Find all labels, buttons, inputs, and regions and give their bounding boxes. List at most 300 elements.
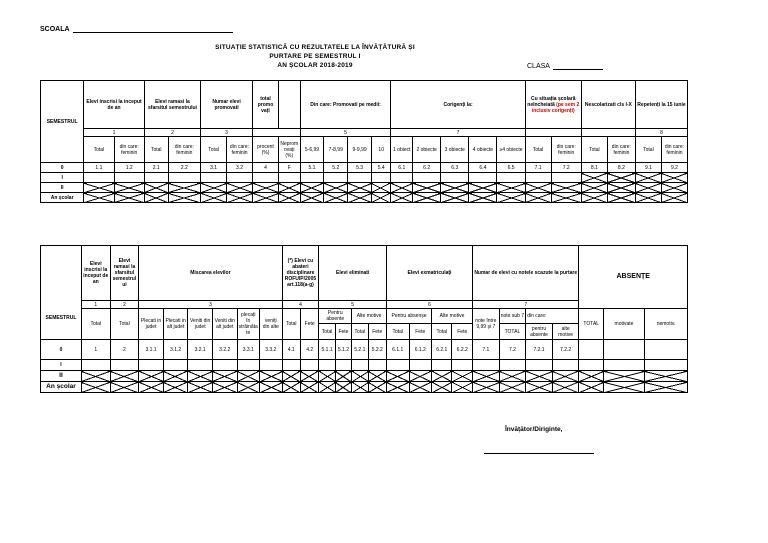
crossed-cell	[607, 193, 635, 203]
table-cell: An școlar	[41, 382, 82, 393]
crossed-cell	[644, 371, 687, 382]
crossed-cell	[282, 371, 300, 382]
crossed-cell	[644, 382, 687, 393]
table-cell: alte motive	[552, 324, 579, 340]
table-row	[41, 382, 688, 393]
crossed-cell	[319, 371, 335, 382]
table-row	[41, 183, 688, 193]
crossed-cell	[260, 382, 283, 393]
not-schooled-header: Nescolarizati cls I-X	[581, 81, 635, 129]
empty-cell[interactable]	[386, 360, 409, 371]
enrolled-header: Elevi inscrisi la inceput de an	[84, 81, 145, 129]
empty-cell[interactable]	[212, 360, 237, 371]
enrolled-header: Elevi inscrisi la inceput de an	[81, 246, 110, 301]
table-cell[interactable]: 4.2	[300, 340, 318, 360]
crossed-cell	[473, 371, 500, 382]
crossed-cell	[409, 382, 432, 393]
crossed-cell	[163, 371, 188, 382]
crossed-cell	[635, 173, 661, 183]
school-name-line[interactable]	[73, 25, 233, 33]
crossed-cell	[473, 382, 500, 393]
table-cell: 2	[110, 301, 139, 309]
table-cell: 9-9,99	[348, 137, 372, 163]
table-cell: ≥4 obiecte	[497, 137, 525, 163]
table-cell[interactable]: 5.1.2	[335, 340, 351, 360]
crossed-cell	[499, 371, 526, 382]
table-cell[interactable]: 7.2	[499, 340, 526, 360]
empty-cell[interactable]	[473, 360, 500, 371]
crossed-cell	[300, 193, 324, 203]
unfinished-header: Cu situația școlară neîncheiată (pe sem 2 inclusiv corigenți)	[525, 81, 581, 129]
table-row	[41, 360, 688, 371]
crossed-cell	[432, 382, 452, 393]
crossed-cell	[352, 382, 368, 393]
crossed-cell	[352, 371, 368, 382]
table-cell[interactable]: 8.2	[607, 163, 635, 173]
table-cell: din care: feminin	[114, 137, 144, 163]
table-cell: 1 obiect	[391, 137, 413, 163]
table-cell[interactable]: 5.2.2	[368, 340, 386, 360]
table-cell: din care:	[526, 309, 579, 324]
crossed-cell	[661, 173, 687, 183]
empty-cell[interactable]	[319, 360, 335, 371]
table-cell[interactable]: F	[278, 163, 300, 173]
table-cell: Total	[635, 137, 661, 163]
by-average-header: Din care: Promovati pe medii:	[300, 81, 391, 129]
empty-cell[interactable]	[81, 360, 110, 371]
table-row	[41, 173, 688, 183]
crossed-cell	[237, 382, 260, 393]
crossed-cell	[168, 193, 200, 203]
crossed-cell	[391, 183, 413, 193]
empty-cell[interactable]	[163, 360, 188, 371]
crossed-cell	[139, 382, 164, 393]
table-cell[interactable]: 6.1.1	[386, 340, 409, 360]
table-cell: Total	[81, 309, 110, 340]
table-cell[interactable]: 5.4	[371, 163, 390, 173]
table-cell: I	[41, 360, 82, 371]
table-row	[41, 340, 688, 360]
table-cell[interactable]: 6.5	[497, 163, 525, 173]
low-grades-header: Numar de elevi cu notele scazute la purtare	[473, 246, 579, 301]
empty-cell[interactable]	[526, 360, 553, 371]
table-cell: Total	[432, 324, 452, 340]
table-cell: Total	[352, 324, 368, 340]
table-cell: 5	[319, 301, 387, 309]
table-cell[interactable]: 5.1.1	[319, 340, 335, 360]
table-cell: 4	[282, 301, 319, 309]
empty-cell[interactable]	[282, 360, 300, 371]
crossed-cell	[526, 382, 553, 393]
empty-cell[interactable]	[391, 173, 413, 183]
empty-cell[interactable]	[335, 360, 351, 371]
table-cell[interactable]: 3.2	[227, 163, 253, 173]
table-cell: Pentru absente	[319, 309, 352, 324]
crossed-cell	[497, 183, 525, 193]
empty-cell[interactable]	[110, 360, 139, 371]
empty-cell[interactable]	[139, 360, 164, 371]
document-title: SITUAȚIE STATISTICĂ CU REZULTATELE LA ÎNVĂȚĂTURĂ ȘI	[215, 44, 415, 51]
crossed-cell	[335, 382, 351, 393]
crossed-cell	[368, 382, 386, 393]
empty-cell	[581, 129, 635, 137]
table-cell: note sub 7	[499, 309, 526, 324]
table-cell: 0	[41, 340, 82, 360]
signature-line[interactable]	[484, 453, 594, 454]
table-cell[interactable]: 2.1	[144, 163, 168, 173]
crossed-cell	[201, 193, 227, 203]
semester-header: SEMESTRUL	[41, 81, 84, 163]
empty-cell[interactable]	[552, 360, 579, 371]
table-cell[interactable]: 9.2	[661, 163, 687, 173]
crossed-cell	[552, 371, 579, 382]
table-cell: Total	[581, 137, 607, 163]
crossed-cell	[188, 371, 213, 382]
crossed-cell	[441, 183, 469, 193]
empty-cell[interactable]	[499, 360, 526, 371]
table-cell: 1	[81, 301, 110, 309]
empty-cell[interactable]	[604, 360, 645, 371]
crossed-cell	[368, 371, 386, 382]
unfinished-note: (pe sem 2 inclusiv corigenți)	[531, 101, 580, 114]
table-cell[interactable]: 1.2	[114, 163, 144, 173]
crossed-cell	[324, 193, 348, 203]
crossed-cell	[227, 183, 253, 193]
crossed-cell	[227, 193, 253, 203]
crossed-cell	[84, 183, 114, 193]
subheader-row	[41, 137, 688, 163]
crossed-cell	[335, 371, 351, 382]
crossed-cell	[371, 183, 390, 193]
table-cell[interactable]: 5.2	[324, 163, 348, 173]
crossed-cell	[163, 382, 188, 393]
empty-cell[interactable]	[604, 340, 645, 360]
exmatriculated-header: Elevi exmatriculați	[386, 246, 472, 301]
table-cell: 0	[41, 163, 84, 173]
table-cell: Total	[319, 324, 335, 340]
empty-cell[interactable]	[497, 173, 525, 183]
table-cell: 2 obiecte	[413, 137, 441, 163]
table-cell: Alte motive	[352, 309, 387, 324]
table-cell: TOTAL	[499, 324, 526, 340]
empty-cell[interactable]	[253, 173, 279, 183]
table-cell[interactable]: 3.3.1	[237, 340, 260, 360]
crossed-cell	[253, 193, 279, 203]
table-cell: note între 9,99 și 7	[473, 309, 500, 340]
subheader-row	[41, 309, 688, 324]
empty-cell[interactable]	[441, 173, 469, 183]
crossed-cell	[525, 193, 551, 203]
table-cell: I	[41, 173, 84, 183]
table-cell: Fete	[335, 324, 351, 340]
table-cell: Total	[282, 309, 300, 340]
table-row	[41, 163, 688, 173]
results-table	[40, 80, 688, 203]
empty-cell[interactable]	[237, 360, 260, 371]
table-cell[interactable]: 3.2.1	[188, 340, 213, 360]
crossed-cell	[110, 371, 139, 382]
crossed-cell	[604, 382, 645, 393]
empty-cell[interactable]	[168, 173, 200, 183]
table-cell: din care: feminin	[607, 137, 635, 163]
corigenti-header: Corigenți la:	[391, 81, 525, 129]
table-cell[interactable]: 2.2	[168, 163, 200, 173]
crossed-cell	[278, 193, 300, 203]
crossed-cell	[497, 193, 525, 203]
table-cell[interactable]: 7.1	[525, 163, 551, 173]
crossed-cell	[371, 193, 390, 203]
table-cell: An școlar	[41, 193, 84, 203]
table-cell[interactable]: 7.1	[473, 340, 500, 360]
crossed-cell	[144, 193, 168, 203]
table-cell[interactable]: 9.1	[635, 163, 661, 173]
crossed-cell	[386, 371, 409, 382]
table-row	[41, 193, 688, 203]
school-label: SCOALA	[40, 25, 233, 33]
crossed-cell	[81, 371, 110, 382]
table-cell: II	[41, 371, 82, 382]
crossed-cell	[526, 371, 553, 382]
table-cell: 3	[139, 301, 282, 309]
crossed-cell	[212, 382, 237, 393]
empty-cell[interactable]	[469, 173, 497, 183]
blank-header	[278, 81, 300, 129]
table-cell[interactable]: 6.2	[413, 163, 441, 173]
crossed-cell	[469, 193, 497, 203]
crossed-cell	[110, 382, 139, 393]
table-cell: 4 obiecte	[469, 137, 497, 163]
empty-cell[interactable]	[84, 173, 114, 183]
empty-cell[interactable]	[525, 173, 551, 183]
table-cell: 3 obiecte	[441, 137, 469, 163]
crossed-cell	[661, 193, 687, 203]
table-cell: motivate	[604, 309, 645, 340]
table-cell: Total	[386, 324, 409, 340]
crossed-cell	[391, 193, 413, 203]
crossed-cell	[212, 371, 237, 382]
crossed-cell	[201, 183, 227, 193]
crossed-cell	[300, 371, 318, 382]
crossed-cell	[581, 183, 607, 193]
table-cell: 10	[371, 137, 390, 163]
table-cell: 5	[300, 129, 391, 137]
table-cell[interactable]: 7.2.2	[552, 340, 579, 360]
teacher-signature-label: Învățător/Diriginte,	[505, 426, 563, 433]
table-cell[interactable]: 7.2	[551, 163, 581, 173]
empty-cell[interactable]	[371, 173, 390, 183]
crossed-cell	[661, 183, 687, 193]
table-cell: Alte motive	[432, 309, 473, 324]
table-cell[interactable]: 6.1	[391, 163, 413, 173]
table-cell[interactable]: 1	[81, 340, 110, 360]
table-cell: Veniti din alt judet	[212, 309, 237, 340]
crossed-cell	[237, 371, 260, 382]
table-cell[interactable]: 3.1.1	[139, 340, 164, 360]
crossed-cell	[607, 173, 635, 183]
table-cell[interactable]: 8.1	[581, 163, 607, 173]
crossed-cell	[348, 193, 372, 203]
table-cell: Pentru absenșe	[386, 309, 431, 324]
table-cell: 7-8,99	[324, 137, 348, 163]
crossed-cell	[551, 183, 581, 193]
crossed-cell	[552, 382, 579, 393]
empty-cell[interactable]	[300, 360, 318, 371]
crossed-cell	[525, 183, 551, 193]
crossed-cell	[168, 183, 200, 193]
table-cell: Plecati in alt judet	[163, 309, 188, 340]
table-cell[interactable]: 7.2.1	[526, 340, 553, 360]
table-cell: Plecati in judet	[139, 309, 164, 340]
movement-header: Miscarea elevilor	[139, 246, 282, 301]
table-row	[41, 371, 688, 382]
table-cell[interactable]: 3.2.2	[212, 340, 237, 360]
movement-table	[40, 245, 688, 393]
empty-cell[interactable]	[227, 173, 253, 183]
empty-cell[interactable]	[452, 360, 473, 371]
absences-header: ABSENȚE	[579, 246, 688, 309]
crossed-cell	[607, 183, 635, 193]
empty-cell	[253, 129, 301, 137]
table-cell: Total	[110, 309, 139, 340]
crossed-cell	[81, 382, 110, 393]
school-year: AN ȘCOLAR 2018-2019	[277, 62, 353, 69]
class-label: CLASA	[527, 63, 603, 70]
table-cell[interactable]: 6.2.2	[452, 340, 473, 360]
crossed-cell	[452, 382, 473, 393]
table-cell[interactable]: 1.1	[84, 163, 114, 173]
empty-cell	[525, 129, 581, 137]
table-cell[interactable]: 3.1.2	[163, 340, 188, 360]
crossed-cell	[581, 173, 607, 183]
repeaters-header: Repetenți la 15 iunie	[635, 81, 687, 129]
crossed-cell	[581, 193, 607, 203]
empty-cell[interactable]	[579, 340, 604, 360]
table-cell[interactable]: 6.3	[441, 163, 469, 173]
eliminated-header: Elevi eliminati	[319, 246, 387, 301]
table-cell[interactable]: 5.2.1	[352, 340, 368, 360]
disciplinary-header: (*) Elevi cu abateri disciplinare ROFUIP/2005 art.118(a-g)	[282, 246, 319, 301]
crossed-cell	[324, 183, 348, 193]
remaining-header: Elevi ramasi la sfarsitul semestrului	[110, 246, 139, 301]
table-cell[interactable]: 2	[110, 340, 139, 360]
table-cell: 7	[391, 129, 525, 137]
table-cell: Fete	[452, 324, 473, 340]
empty-cell[interactable]	[579, 360, 604, 371]
document-subtitle: PURTARE PE SEMESTRUL I	[269, 53, 361, 60]
table-cell: plecați în străinătate	[237, 309, 260, 340]
table-cell: Fete	[368, 324, 386, 340]
crossed-cell	[253, 183, 279, 193]
empty-cell[interactable]	[413, 173, 441, 183]
crossed-cell	[499, 382, 526, 393]
table-cell: 2	[144, 129, 200, 137]
semester-header: SEMESTRUL	[41, 246, 82, 340]
table-cell: pentru absente	[526, 324, 553, 340]
empty-cell[interactable]	[278, 173, 300, 183]
crossed-cell	[386, 382, 409, 393]
empty-cell[interactable]	[144, 173, 168, 183]
empty-cell[interactable]	[188, 360, 213, 371]
table-cell: Fete	[409, 324, 432, 340]
table-cell: Veniti din judet	[188, 309, 213, 340]
crossed-cell	[348, 183, 372, 193]
crossed-cell	[409, 371, 432, 382]
table-cell[interactable]: 5.1	[300, 163, 324, 173]
empty-cell[interactable]	[348, 173, 372, 183]
crossed-cell	[551, 193, 581, 203]
remaining-header: Elevi ramasi la sfarsitul semestrului	[144, 81, 200, 129]
table-cell: Total	[201, 137, 227, 163]
empty-cell[interactable]	[551, 173, 581, 183]
crossed-cell	[300, 183, 324, 193]
table-cell[interactable]: 4.1	[282, 340, 300, 360]
crossed-cell	[413, 193, 441, 203]
table-cell[interactable]: 6.1.2	[409, 340, 432, 360]
table-cell: Total	[84, 137, 114, 163]
empty-cell[interactable]	[260, 360, 283, 371]
table-cell: din care: feminin	[551, 137, 581, 163]
table-cell: II	[41, 183, 84, 193]
crossed-cell	[144, 183, 168, 193]
table-cell: procent (%)	[253, 137, 279, 163]
empty-cell[interactable]	[644, 340, 687, 360]
crossed-cell	[635, 193, 661, 203]
empty-cell[interactable]	[300, 173, 324, 183]
table-cell: 8	[635, 129, 687, 137]
crossed-cell	[114, 193, 144, 203]
crossed-cell	[469, 183, 497, 193]
promoted-header: Numar elevi promovati	[201, 81, 253, 129]
crossed-cell	[139, 371, 164, 382]
number-row	[41, 129, 688, 137]
table-cell[interactable]: 3.1	[201, 163, 227, 173]
crossed-cell	[441, 193, 469, 203]
empty-cell[interactable]	[368, 360, 386, 371]
table-cell[interactable]: 5.3	[348, 163, 372, 173]
crossed-cell	[579, 382, 604, 393]
crossed-cell	[432, 371, 452, 382]
empty-cell[interactable]	[114, 173, 144, 183]
crossed-cell	[413, 183, 441, 193]
table-cell[interactable]: 6.2.1	[432, 340, 452, 360]
table-cell: TOTAL	[579, 309, 604, 340]
crossed-cell	[278, 183, 300, 193]
table-cell[interactable]: 4	[253, 163, 279, 173]
table-cell: Fete	[300, 309, 318, 340]
table-cell: 3	[201, 129, 253, 137]
empty-cell[interactable]	[432, 360, 452, 371]
table-cell: nemotiv.	[644, 309, 687, 340]
table-cell: 7	[473, 301, 579, 309]
crossed-cell	[604, 371, 645, 382]
table-cell: 6	[386, 301, 472, 309]
empty-cell[interactable]	[644, 360, 687, 371]
crossed-cell	[260, 371, 283, 382]
crossed-cell	[635, 183, 661, 193]
empty-cell[interactable]	[201, 173, 227, 183]
empty-cell[interactable]	[409, 360, 432, 371]
class-name-line[interactable]	[553, 63, 603, 70]
table-cell: din care: feminin	[168, 137, 200, 163]
table-cell[interactable]: 6.4	[469, 163, 497, 173]
table-cell: Total	[144, 137, 168, 163]
empty-cell[interactable]	[352, 360, 368, 371]
empty-cell[interactable]	[324, 173, 348, 183]
crossed-cell	[579, 371, 604, 382]
table-cell: 1	[84, 129, 145, 137]
table-cell[interactable]: 3.3.2	[260, 340, 283, 360]
crossed-cell	[452, 371, 473, 382]
